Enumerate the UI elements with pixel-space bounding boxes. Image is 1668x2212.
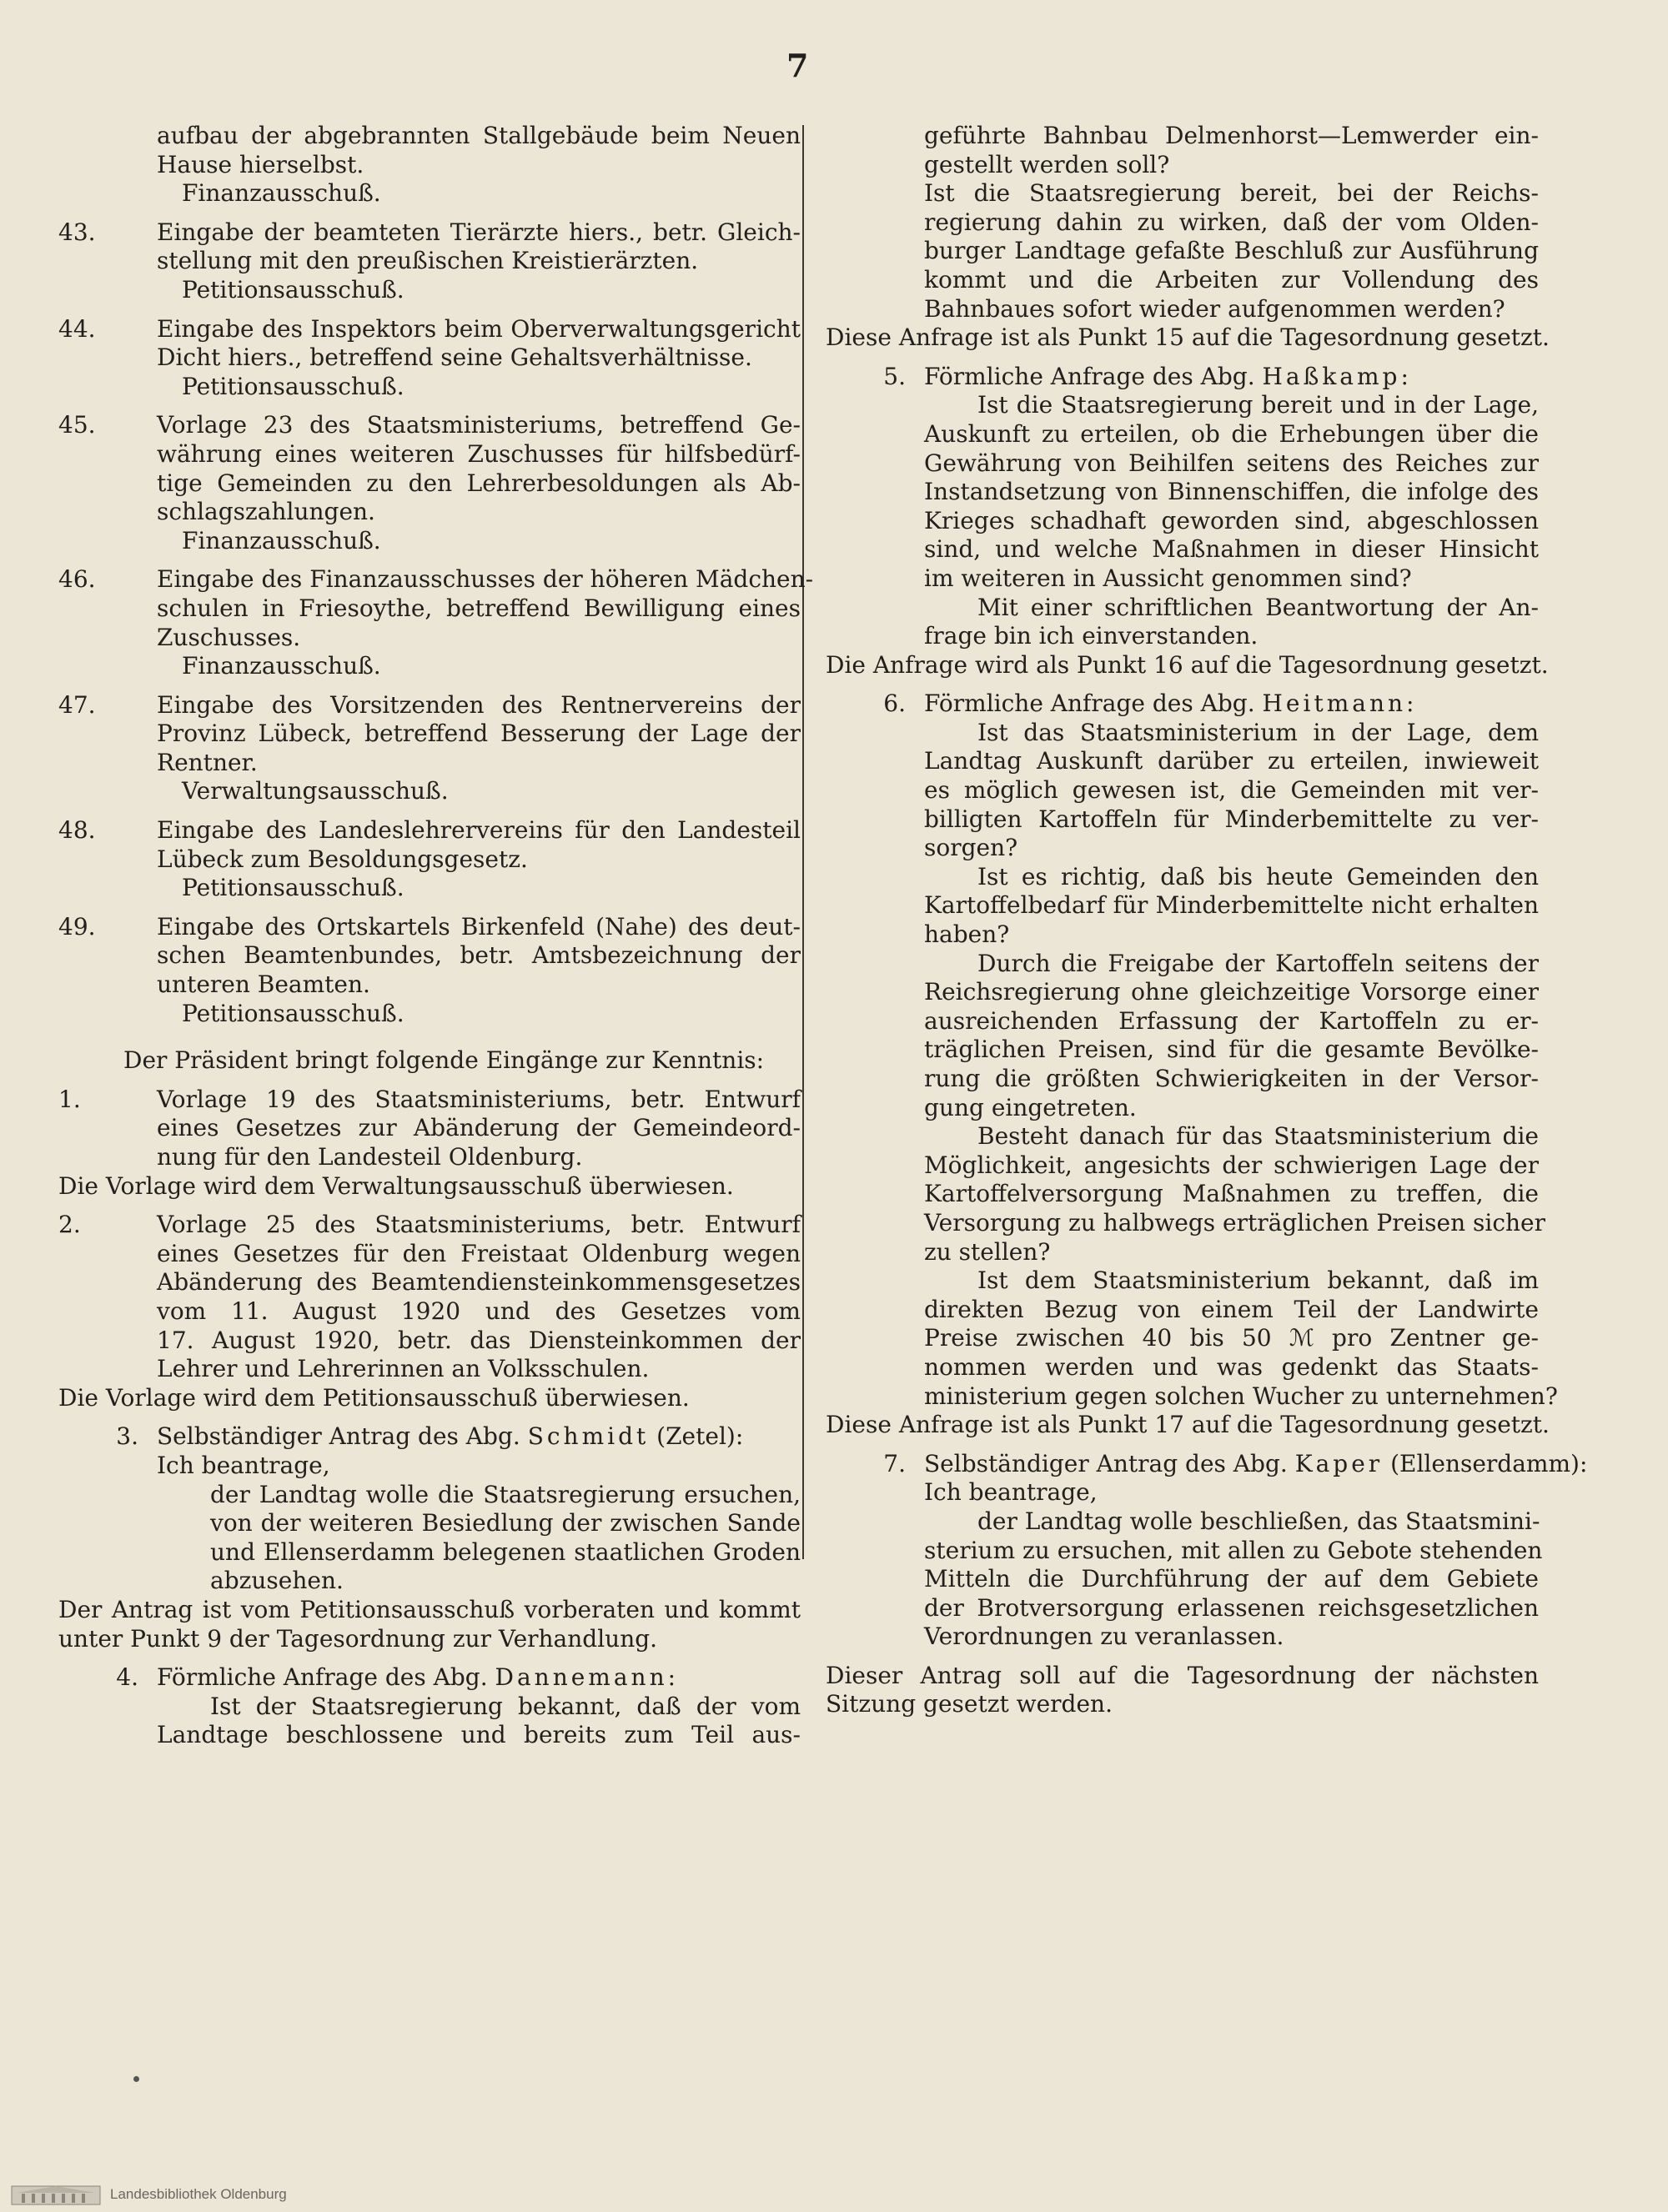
text-line: schulen in Friesoythe, betreffend Bewilligung eines — [157, 594, 801, 622]
text-line: direkten Bezug von einem Teil der Landwirte — [924, 1295, 1539, 1323]
text-line: Lehrer und Lehrerinnen an Volksschulen. — [157, 1355, 650, 1383]
item-text: (Zetel): — [656, 1422, 744, 1451]
text-line: schen Beamtenbundes, betr. Amtsbezeichnung der — [157, 941, 801, 970]
item-text: Förmliche Anfrage des Abg. — [157, 1663, 488, 1692]
text-line: aufbau der abgebrannten Stallgebäude beim Neuen — [157, 122, 801, 149]
text-line: gestellt werden soll? — [924, 150, 1170, 178]
text-line: es möglich gewesen ist, die Gemeinden mit ver- — [924, 776, 1539, 805]
right-column — [826, 122, 1588, 1719]
text-line: eines Gesetzes für den Freistaat Oldenburg wegen — [157, 1239, 801, 1267]
text-line: der Landtag wolle beschließen, das Staatsmini- — [977, 1507, 1540, 1535]
text-line: ausreichenden Erfassung der Kartoffeln zu er- — [924, 1006, 1539, 1035]
list-item-47 — [58, 691, 801, 720]
text-line: Kartoffelbedarf für Minderbemittelte nicht erhalten — [924, 891, 1539, 920]
text-line: stellung mit den preußischen Kreistierärzten. — [157, 247, 699, 275]
item-text: Vorlage 23 des Staatsministeriums, betreffend Ge- — [157, 411, 801, 439]
text-line: Ich beantrage, — [157, 1451, 330, 1479]
entry-2 — [58, 1211, 801, 1240]
committee-label: Finanzausschuß. — [182, 526, 381, 554]
item-number: 48. — [58, 816, 96, 845]
text-line: träglichen Preisen, sind für die gesamte Bevölke- — [924, 1036, 1539, 1064]
entry-1 — [58, 1086, 801, 1115]
list-item-49 — [58, 913, 801, 942]
committee-label: Petitionsausschuß. — [182, 275, 404, 303]
committee-label: Petitionsausschuß. — [182, 874, 404, 902]
committee-label: Petitionsausschuß. — [182, 372, 404, 400]
text-line: Zuschusses. — [157, 623, 301, 651]
item-text: Förmliche Anfrage des Abg. — [924, 362, 1255, 390]
resolution-line: unter Punkt 9 der Tagesordnung zur Verhandlung. — [58, 1624, 658, 1653]
item-number: 3. — [116, 1422, 138, 1451]
library-credit: Landesbibliothek Oldenburg — [110, 2186, 287, 2202]
text-line: Versorgung zu halbwegs erträglichen Preisen sicher — [924, 1208, 1546, 1236]
committee-label: Finanzausschuß. — [182, 652, 381, 680]
resolution-line: Sitzung gesetzt werden. — [826, 1690, 1113, 1718]
entry-7 — [826, 1449, 1588, 1479]
president-notice: Der Präsident bringt folgende Eingänge zur Kenntnis: — [123, 1046, 765, 1075]
text-line: Besteht danach für das Staatsministerium die — [977, 1122, 1539, 1151]
item-text: Eingabe des Ortskartels Birkenfeld (Nahe) des deut- — [157, 912, 801, 940]
text-line: Durch die Freigabe der Kartoffeln seitens der — [977, 949, 1539, 977]
resolution-line: Die Vorlage wird dem Verwaltungsausschuß überwiesen. — [58, 1171, 734, 1200]
text-line: Möglichkeit, angesichts der schwierigen Lage der — [924, 1151, 1539, 1179]
text-line: Ist das Staatsministerium in der Lage, dem — [977, 718, 1539, 746]
text-line: gung eingetreten. — [924, 1093, 1137, 1121]
left-column — [58, 122, 814, 1750]
text-line: Rentner. — [157, 748, 258, 776]
resolution-line: Der Antrag ist vom Petitionsausschuß vorberaten und kommt — [58, 1595, 801, 1623]
text-line: Auskunft zu erteilen, ob die Erhebungen über die — [924, 419, 1539, 448]
text-line: frage bin ich einverstanden. — [924, 622, 1259, 650]
library-logo-icon — [10, 2183, 102, 2206]
list-item-46 — [58, 565, 814, 594]
column-divider — [802, 125, 804, 1559]
text-line: billigten Kartoffeln für Minderbemittelte zu ver- — [924, 805, 1539, 833]
list-item-43 — [58, 218, 801, 248]
text-line: Hause hierselbst. — [157, 150, 364, 178]
text-line: der Landtag wolle die Staatsregierung ersuchen, — [210, 1480, 801, 1508]
resolution-line: Die Anfrage wird als Punkt 16 auf die Tagesordnung gesetzt. — [826, 650, 1549, 679]
deputy-name: Haßkamp: — [1262, 362, 1412, 390]
item-number: 44. — [58, 314, 96, 343]
item-text: Förmliche Anfrage des Abg. — [924, 690, 1255, 718]
text-line: sorgen? — [924, 834, 1018, 862]
text-line: vom 11. August 1920 und des Gesetzes vom — [157, 1297, 801, 1325]
item-number: 43. — [58, 218, 96, 246]
list-item-48 — [58, 816, 801, 845]
text-line: rung die größten Schwierigkeiten in der Versor- — [924, 1065, 1539, 1092]
text-line: Bahnbaues sofort wieder aufgenommen werden? — [924, 294, 1505, 323]
deputy-name: Schmidt — [527, 1422, 650, 1451]
text-line: Landtag Auskunft darüber zu erteilen, inwieweit — [924, 747, 1539, 775]
text-line: Mitteln die Durchführung der auf dem Gebiete — [924, 1565, 1539, 1593]
item-text: (Ellenserdamm): — [1390, 1449, 1588, 1477]
item-number: 2. — [58, 1211, 81, 1239]
item-number: 6. — [883, 690, 906, 718]
item-number: 5. — [883, 362, 906, 390]
text-line: burger Landtage gefaßte Beschluß zur Ausführung — [924, 237, 1539, 265]
item-number: 47. — [58, 690, 96, 719]
text-line: abzusehen. — [210, 1567, 344, 1595]
text-line: im weiteren in Aussicht genommen sind? — [924, 564, 1412, 592]
text-line: Preise zwischen 40 bis 50 ℳ pro Zentner ge- — [924, 1324, 1539, 1352]
text-line: währung eines weiteren Zuschusses für hilfsbedürf- — [157, 439, 801, 468]
text-line: von der weiteren Besiedlung der zwischen Sande — [210, 1509, 801, 1537]
committee-label: Finanzausschuß. — [182, 179, 381, 208]
resolution-line: Diese Anfrage ist als Punkt 17 auf die Tagesordnung gesetzt. — [826, 1411, 1550, 1439]
text-line: kommt und die Arbeiten zur Vollendung des — [924, 265, 1539, 293]
entry-5 — [826, 363, 1539, 392]
text-line: Verordnungen zu veranlassen. — [924, 1623, 1284, 1651]
ink-speck — [133, 2076, 139, 2082]
text-line: nommen werden und was gedenkt das Staats- — [924, 1352, 1539, 1381]
text-line: Dicht hiers., betreffend seine Gehaltsverhältnisse. — [157, 344, 752, 372]
entry-4 — [58, 1663, 801, 1693]
resolution-line: Die Vorlage wird dem Petitionsausschuß überwiesen. — [58, 1383, 690, 1412]
text-line: nung für den Landesteil Oldenburg. — [157, 1143, 583, 1171]
text-line: Reichsregierung ohne gleichzeitige Vorsorge einer — [924, 978, 1539, 1006]
text-line: Lübeck zum Besoldungsgesetz. — [157, 845, 528, 873]
text-line: Ist der Staatsregierung bekannt, daß der vom — [210, 1692, 801, 1720]
text-line: Instandsetzung von Binnenschiffen, die infolge des — [924, 478, 1539, 506]
deputy-name: Kaper — [1294, 1449, 1384, 1477]
item-text: Eingabe der beamteten Tierärzte hiers., betr. Gleich- — [157, 218, 801, 246]
text-line: eines Gesetzes zur Abänderung der Gemeindeord- — [157, 1114, 801, 1142]
text-line: der Brotversorgung erlassenen reichsgesetzlichen — [924, 1593, 1539, 1622]
item-number: 46. — [58, 565, 96, 594]
committee-label: Petitionsausschuß. — [182, 999, 404, 1027]
item-text: Eingabe des Landeslehrervereins für den Landesteil — [157, 816, 801, 845]
item-text: Vorlage 25 des Staatsministeriums, betr. Entwurf — [157, 1211, 801, 1239]
text-line: haben? — [924, 920, 1010, 949]
page-number: 7 — [786, 47, 809, 84]
text-line: Gewährung von Beihilfen seitens des Reiches zur — [924, 449, 1539, 477]
text-line: Kartoffelversorgung Maßnahmen zu treffen, die — [924, 1180, 1539, 1208]
text-line: Krieges schadhaft geworden sind, abgeschlossen — [924, 506, 1539, 534]
text-line: tige Gemeinden zu den Lehrerbesoldungen als Ab- — [157, 469, 801, 497]
text-line: regierung dahin zu wirken, daß der vom Olden- — [924, 208, 1539, 236]
text-line: und Ellenserdamm belegenen staatlichen Groden — [210, 1537, 801, 1566]
text-line: sind, und welche Maßnahmen in dieser Hinsicht — [924, 535, 1539, 564]
text-line: Ist die Staatsregierung bereit und in der Lage, — [977, 391, 1539, 419]
item-number: 1. — [58, 1085, 81, 1113]
item-text: Vorlage 19 des Staatsministeriums, betr. Entwurf — [157, 1085, 801, 1113]
item-text: Eingabe des Finanzausschusses der höheren Mädchen- — [157, 565, 814, 594]
text-line: unteren Beamten. — [157, 971, 370, 999]
text-line: Ist es richtig, daß bis heute Gemeinden den — [977, 862, 1539, 890]
item-text: Eingabe des Vorsitzenden des Rentnervereins der — [157, 690, 801, 719]
item-number: 49. — [58, 912, 96, 940]
text-line: ministerium gegen solchen Wucher zu unternehmen? — [924, 1382, 1558, 1410]
item-number: 45. — [58, 411, 96, 439]
text-line: Abänderung des Beamtendiensteinkommensgesetzes — [157, 1268, 801, 1297]
deputy-name: Dannemann: — [495, 1663, 680, 1692]
resolution-line: Dieser Antrag soll auf die Tagesordnung der nächsten — [826, 1661, 1539, 1689]
entry-6 — [826, 690, 1539, 719]
text-line: Provinz Lübeck, betreffend Besserung der Lage der — [157, 720, 801, 748]
resolution-line: Diese Anfrage ist als Punkt 15 auf die Tagesordnung gesetzt. — [826, 324, 1550, 352]
text-line: schlagszahlungen. — [157, 498, 375, 526]
item-text: Selbständiger Antrag des Abg. — [157, 1422, 520, 1451]
list-item-44 — [58, 315, 801, 344]
text-line: Landtage beschlossene und bereits zum Teil aus- — [157, 1721, 801, 1749]
text-line: Mit einer schriftlichen Beantwortung der An- — [977, 593, 1539, 621]
item-number: 4. — [116, 1663, 138, 1692]
item-text: Eingabe des Inspektors beim Oberverwaltungsgericht — [157, 314, 801, 343]
deputy-name: Heitmann: — [1262, 690, 1418, 718]
text-line: 17. August 1920, betr. das Diensteinkommen der — [157, 1326, 801, 1354]
item-number: 7. — [883, 1449, 906, 1477]
text-line: Ist die Staatsregierung bereit, bei der Reichs- — [924, 179, 1539, 208]
text-line: Ist dem Staatsministerium bekannt, daß im — [977, 1267, 1539, 1295]
list-item-45 — [58, 411, 801, 440]
committee-label: Verwaltungsausschuß. — [182, 777, 449, 805]
text-line: geführte Bahnbau Delmenhorst—Lemwerder ein- — [924, 122, 1539, 149]
item-text: Selbständiger Antrag des Abg. — [924, 1449, 1288, 1477]
text-line: Ich beantrage, — [924, 1478, 1098, 1507]
text-line: zu stellen? — [924, 1237, 1051, 1266]
text-line: sterium zu ersuchen, mit allen zu Gebote stehenden — [924, 1536, 1543, 1564]
entry-3 — [58, 1422, 801, 1452]
